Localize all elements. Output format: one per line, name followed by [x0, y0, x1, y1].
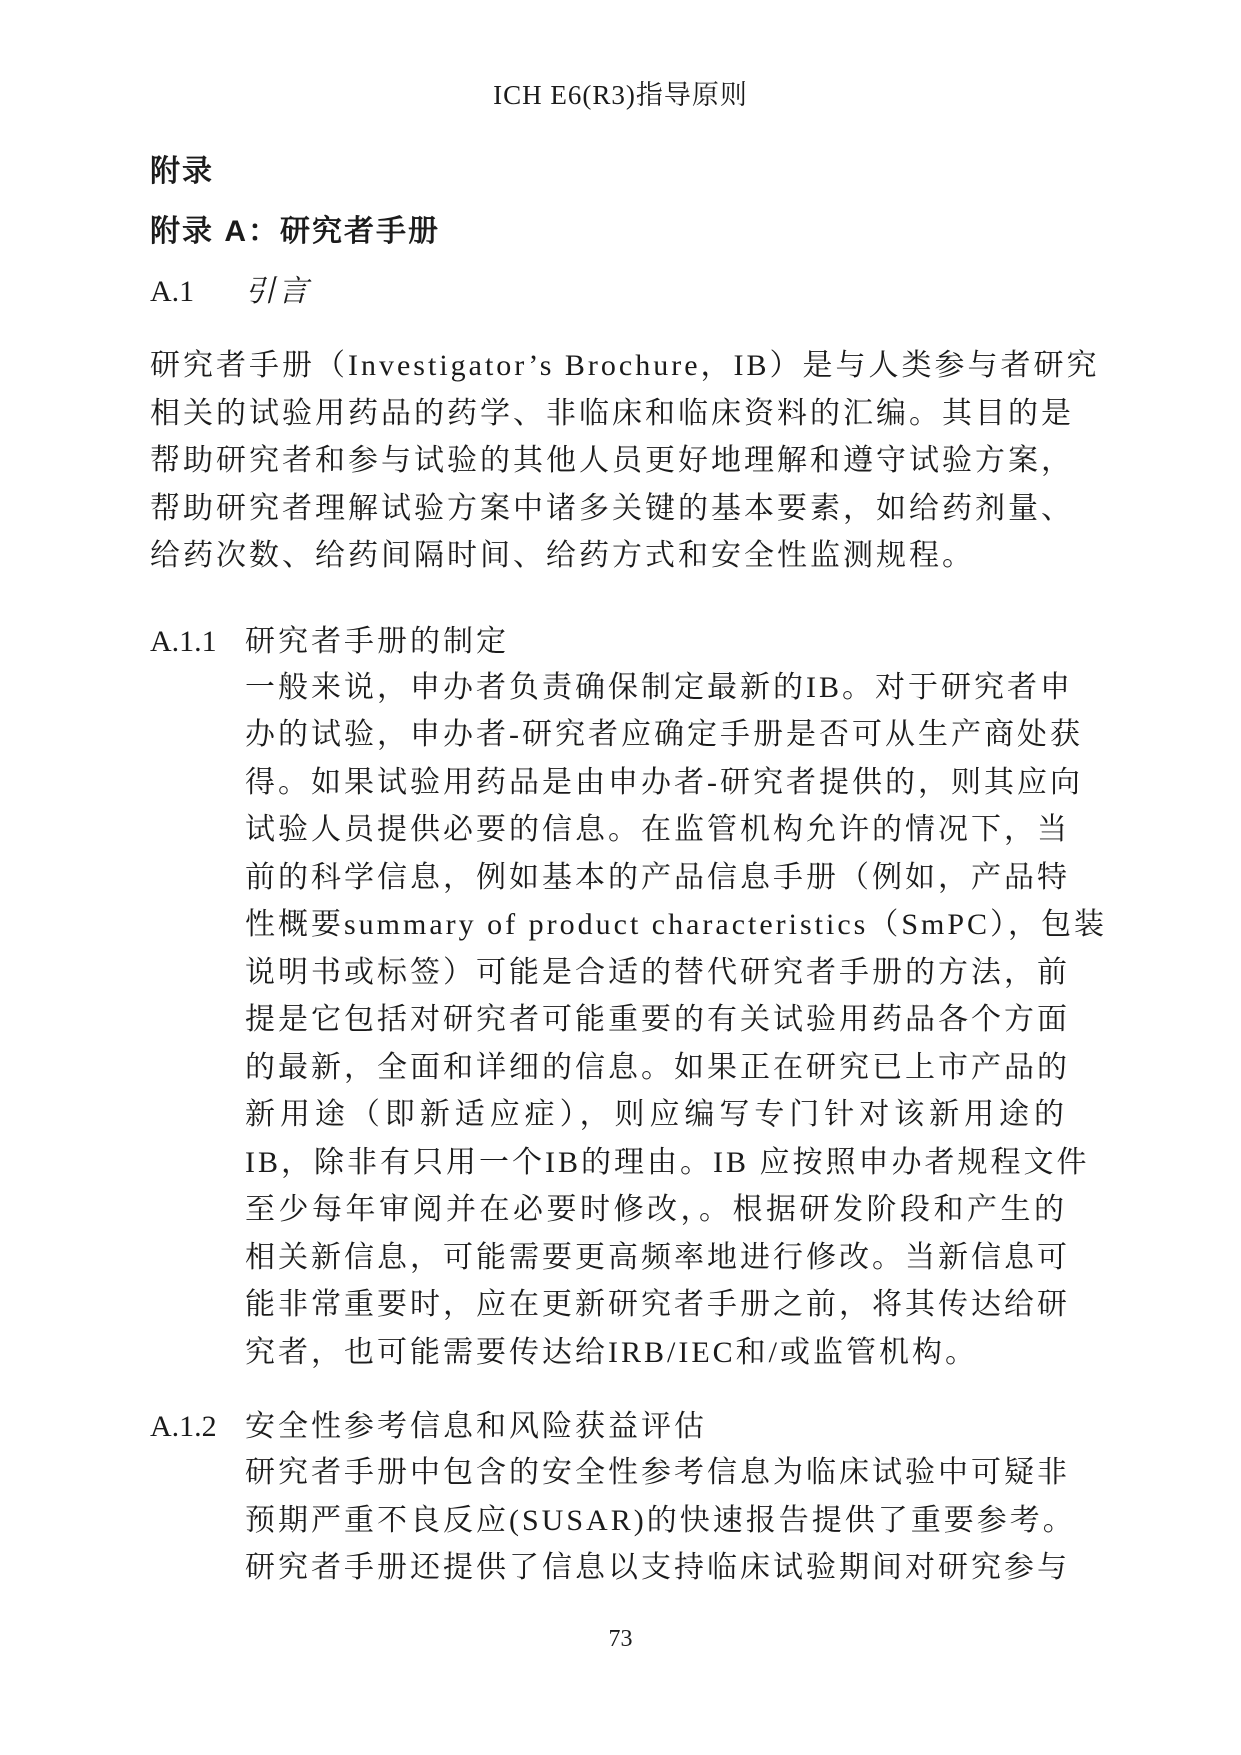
heading-a1-number: A.1 [150, 275, 195, 308]
text-line: 帮助研究者理解试验方案中诸多关键的基本要素，如给药剂量、 [150, 491, 1074, 525]
text-line: 至少每年审阅并在必要时修改，。根据研发阶段和产生的 [245, 1193, 1067, 1226]
text-line: 说明书或标签）可能是合适的替代研究者手册的方法，前 [245, 955, 1070, 989]
text-line: 试验人员提供必要的信息。在监管机构允许的情况下，当 [245, 813, 1070, 846]
heading-a12-title: 安全性参考信息和风险获益评估 [245, 1410, 707, 1443]
heading-a12-number: A.1.2 [150, 1410, 217, 1443]
text-line: 研究者手册（Investigator’s Brochure，IB）是与人类参与者研究 [150, 349, 1100, 382]
text-line: 性概要summary of product characteristics（SmPC），包装 [245, 908, 1108, 941]
page-content [0, 155, 1108, 1592]
heading-a11-title: 研究者手册的制定 [245, 624, 509, 658]
text-line: 研究者手册还提供了信息以支持临床试验期间对研究参与 [245, 1551, 1070, 1584]
text-line: 相关的试验用药品的药学、非临床和临床资料的汇编。其目的是 [150, 396, 1074, 430]
section-a12 [150, 1410, 1076, 1592]
text-line: 提是它包括对研究者可能重要的有关试验用药品各个方面 [245, 1003, 1070, 1036]
text-line: 预期严重不良反应(SUSAR)的快速报告提供了重要参考。 [245, 1503, 1076, 1537]
heading-appendix: 附录 [150, 155, 214, 188]
page-number: 73 [608, 1625, 633, 1652]
heading-a1-title: 引言 [245, 275, 311, 308]
text-line: 究者，也可能需要传达给IRB/IEC和/或监管机构。 [245, 1335, 979, 1369]
heading-a11-number: A.1.1 [150, 624, 217, 658]
text-line: 帮助研究者和参与试验的其他人员更好地理解和遵守试验方案， [150, 444, 1074, 477]
section-a11 [150, 624, 1108, 1377]
running-header: ICH E6(R3)指导原则 [493, 80, 748, 110]
paragraph-a12 [245, 1449, 1076, 1592]
text-line: IB，除非有只用一个IB的理由。IB 应按照申办者规程文件 [245, 1145, 1090, 1179]
paragraph-intro [150, 342, 1100, 580]
text-line: 得。如果试验用药品是由申办者-研究者提供的，则其应向 [245, 765, 1083, 799]
text-line: 新用途（即新适应症），则应编写专门针对该新用途的 [245, 1098, 1067, 1131]
heading-appendix-a: 附录 A：研究者手册 [150, 215, 440, 248]
text-line: 一般来说，申办者负责确保制定最新的IB。对于研究者申 [245, 670, 1073, 704]
text-line: 能非常重要时，应在更新研究者手册之前，将其传达给研 [245, 1288, 1070, 1321]
text-line: 前的科学信息，例如基本的产品信息手册（例如，产品特 [245, 860, 1070, 894]
heading-a1 [150, 277, 1067, 307]
heading-a11 [150, 624, 1067, 658]
text-line: 相关新信息，可能需要更高频率地进行修改。当新信息可 [245, 1240, 1070, 1274]
text-line: 研究者手册中包含的安全性参考信息为临床试验中可疑非 [245, 1456, 1070, 1489]
text-line: 给药次数、给药间隔时间、给药方式和安全性监测规程。 [150, 539, 975, 572]
text-line: 办的试验，申办者-研究者应确定手册是否可从生产商处获 [245, 718, 1083, 751]
text-line: 的最新，全面和详细的信息。如果正在研究已上市产品的 [245, 1050, 1070, 1084]
paragraph-a11 [245, 664, 1108, 1377]
heading-a12 [150, 1412, 1067, 1442]
